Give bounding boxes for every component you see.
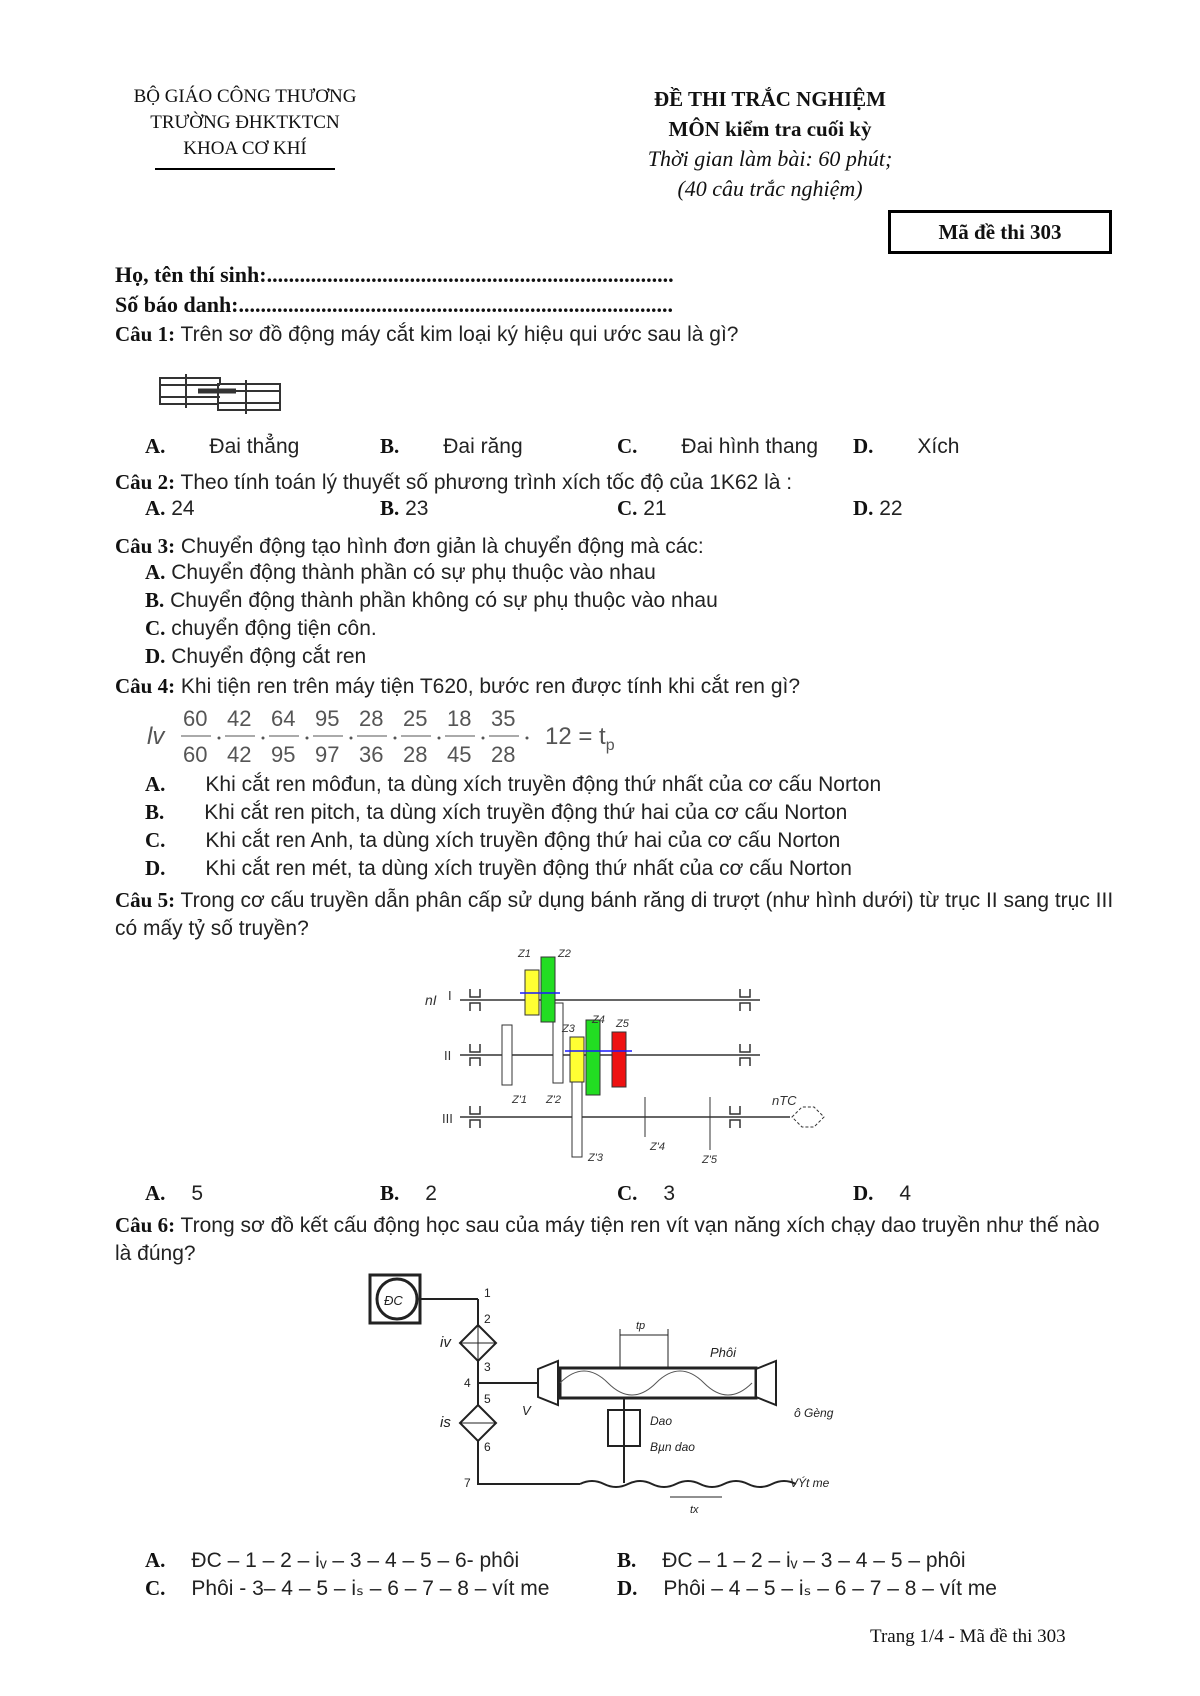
svg-text:Z1: Z1: [518, 948, 531, 960]
multiply-dot: [350, 737, 353, 740]
svg-text:iv: iv: [440, 1334, 451, 1351]
gear-z4: [586, 1020, 600, 1095]
svg-text:Z3: Z3: [562, 1023, 575, 1035]
q5-option-a[interactable]: A. 5: [145, 1181, 204, 1205]
multiply-dot: [218, 737, 221, 740]
svg-text:tx: tx: [690, 1504, 699, 1516]
q6-option-d[interactable]: D. Phôi – 4 – 5 – iₛ – 6 – 7 – 8 – vít me: [617, 1576, 997, 1600]
time-limit: Thời gian làm bài: 60 phút;: [647, 146, 893, 171]
multiply-dot: [526, 737, 529, 740]
fraction-denominator: 36: [359, 742, 384, 767]
subject: MÔN kiểm tra cuối kỳ: [668, 117, 872, 141]
q3-option-a[interactable]: A. Chuyển động thành phần có sự phụ thuộc vào nhau: [145, 560, 656, 584]
exam-title: ĐỀ THI TRẮC NGHIỆM: [653, 87, 886, 111]
n-in-label: nI: [425, 992, 437, 1008]
gear-z5: [612, 1032, 626, 1087]
header-right: [560, 84, 980, 204]
header-left: [100, 84, 390, 170]
gear-z2: [541, 957, 555, 1022]
svg-text:Z2: Z2: [558, 948, 571, 960]
svg-text:3: 3: [484, 1360, 491, 1374]
svg-text:I: I: [448, 988, 452, 1003]
question-3: Câu 3: Chuyển động tạo hình đơn giản là chuyển động mà các:: [115, 534, 704, 558]
school: TRƯỜNG ĐHKTKTCN: [150, 112, 340, 133]
lathe-kinematic-diagram: [360, 1265, 920, 1535]
question-count: (40 câu trắc nghiệm): [677, 176, 863, 201]
multiply-dot: [306, 737, 309, 740]
q2-option-b[interactable]: B. 23: [380, 496, 429, 520]
q5-option-d[interactable]: D. 4: [853, 1181, 912, 1205]
fraction-numerator: 60: [183, 706, 208, 731]
question-4: Câu 4: Khi tiện ren trên máy tiện T620, bước ren được tính khi cắt ren gì?: [115, 674, 801, 698]
svg-text:Z'5: Z'5: [702, 1154, 717, 1165]
q4-option-c[interactable]: C. Khi cắt ren Anh, ta dùng xích truyền động thứ hai của cơ cấu Norton: [145, 828, 841, 852]
svg-text:Z'3: Z'3: [588, 1152, 603, 1164]
q6-option-a[interactable]: A. ĐC – 1 – 2 – iᵥ – 3 – 4 – 5 – 6- phôi: [145, 1548, 520, 1572]
q3-option-c[interactable]: C. chuyển động tiện côn.: [145, 616, 377, 640]
q1-text: Trên sơ đồ động máy cắt kim loại ký hiệu qui ước sau là gì?: [175, 323, 739, 346]
fraction-denominator: 42: [227, 742, 252, 767]
question-2: Câu 2: Theo tính toán lý thuyết số phương trình xích tốc độ của 1K62 là :: [115, 470, 793, 494]
fraction-denominator: 28: [491, 742, 516, 767]
svg-text:Z5: Z5: [616, 1018, 629, 1030]
fraction-denominator: 45: [447, 742, 472, 767]
q2-option-a[interactable]: A. 24: [145, 496, 195, 520]
svg-text:Z4: Z4: [592, 1014, 605, 1026]
gearbox-diagram: [420, 945, 840, 1165]
svg-text:Z'2: Z'2: [546, 1094, 561, 1106]
q1-option-d[interactable]: D. Xích: [853, 434, 960, 458]
q4-option-d[interactable]: D. Khi cắt ren mét, ta dùng xích truyền động thứ nhất của cơ cấu Norton: [145, 856, 852, 880]
q6-option-c[interactable]: C. Phôi - 3– 4 – 5 – iₛ – 6 – 7 – 8 – vít me: [145, 1576, 550, 1600]
svg-text:Dao: Dao: [650, 1414, 673, 1428]
q5-option-c[interactable]: C. 3: [617, 1181, 676, 1205]
multiply-dot: [438, 737, 441, 740]
q1-option-c[interactable]: C. Đai hình thang: [617, 434, 819, 458]
svg-text:ô Gèng: ô Gèng: [794, 1406, 834, 1420]
q1-option-b[interactable]: B. Đai răng: [380, 434, 523, 458]
chain-symbol-icon: [158, 370, 283, 418]
q4-option-b[interactable]: B. Khi cắt ren pitch, ta dùng xích truyền động thứ hai của cơ cấu Norton: [145, 800, 848, 824]
fraction-numerator: 42: [227, 706, 252, 731]
svg-text:ĐC: ĐC: [384, 1293, 403, 1308]
q4-option-a[interactable]: A. Khi cắt ren môđun, ta dùng xích truyền động thứ nhất của cơ cấu Norton: [145, 772, 882, 796]
fraction-denominator: 60: [183, 742, 208, 767]
formula-prefix: lv: [147, 723, 165, 750]
q3-option-b[interactable]: B. Chuyển động thành phần không có sự phụ thuộc vào nhau: [145, 588, 718, 612]
q1-label: Câu 1:: [115, 322, 176, 346]
svg-text:7: 7: [464, 1476, 471, 1490]
svg-text:Z'1: Z'1: [512, 1094, 527, 1106]
svg-text:tp: tp: [636, 1320, 646, 1332]
svg-text:2: 2: [484, 1312, 491, 1326]
question-1: [115, 320, 1115, 349]
q2-option-c[interactable]: C. 21: [617, 496, 667, 520]
svg-text:Bµn dao: Bµn dao: [650, 1440, 695, 1454]
svg-text:V: V: [522, 1403, 531, 1418]
svg-text:Z'4: Z'4: [650, 1141, 665, 1153]
svg-text:is: is: [440, 1414, 451, 1431]
formula-suffix: $12 = t_p$: [545, 723, 615, 754]
q2-option-d[interactable]: D. 22: [853, 496, 903, 520]
fraction-numerator: 95: [315, 706, 340, 731]
n-out-label: nTC: [772, 1093, 797, 1108]
svg-text:1: 1: [484, 1286, 491, 1300]
svg-text:6: 6: [484, 1440, 491, 1454]
svg-text:Phôi: Phôi: [710, 1345, 737, 1360]
fraction-numerator: 35: [491, 706, 516, 731]
sbd-field: Số báo danh:...............................................................................: [115, 292, 674, 317]
gear-z3: [570, 1037, 584, 1082]
svg-text:VÝt me: VÝt me: [790, 1476, 830, 1490]
q4-formula: [145, 700, 625, 770]
fraction-numerator: 18: [447, 706, 472, 731]
page-footer: Trang 1/4 - Mã đề thi 303: [870, 1626, 1066, 1647]
question-6: Câu 6: Trong sơ đồ kết cấu động học sau của máy tiện ren vít vạn năng xích chạy dao truyền như thế nào là đúng?: [115, 1213, 1100, 1265]
svg-text:4: 4: [464, 1376, 471, 1390]
fraction-denominator: 95: [271, 742, 296, 767]
name-field: Họ, tên thí sinh:..........................................................................: [115, 262, 674, 287]
question-5: Câu 5: Trong cơ cấu truyền dẫn phân cấp sử dụng bánh răng di trượt (như hình dưới) từ trục II sang trục III có mấy tỷ số truyền?: [115, 888, 1114, 940]
multiply-dot: [262, 737, 265, 740]
fraction-denominator: 28: [403, 742, 428, 767]
fraction-numerator: 25: [403, 706, 428, 731]
svg-text:III: III: [442, 1111, 453, 1126]
fraction-numerator: 28: [359, 706, 384, 731]
header-rule: [155, 168, 335, 170]
q3-option-d[interactable]: D. Chuyển động cắt ren: [145, 644, 367, 668]
multiply-dot: [482, 737, 485, 740]
exam-code-box: Mã đề thi 303: [888, 210, 1112, 254]
faculty: KHOA CƠ KHÍ: [183, 138, 307, 159]
multiply-dot: [394, 737, 397, 740]
svg-text:II: II: [444, 1048, 452, 1063]
svg-text:5: 5: [484, 1392, 491, 1406]
q1-option-a[interactable]: A. Đai thẳng: [145, 434, 300, 458]
q6-option-b[interactable]: B. ĐC – 1 – 2 – iᵥ – 3 – 4 – 5 – phôi: [617, 1548, 966, 1572]
fraction-denominator: 97: [315, 742, 340, 767]
q5-option-b[interactable]: B. 2: [380, 1181, 437, 1205]
fraction-numerator: 64: [271, 706, 296, 731]
ministry: BỘ GIÁO CÔNG THƯƠNG: [133, 86, 357, 107]
